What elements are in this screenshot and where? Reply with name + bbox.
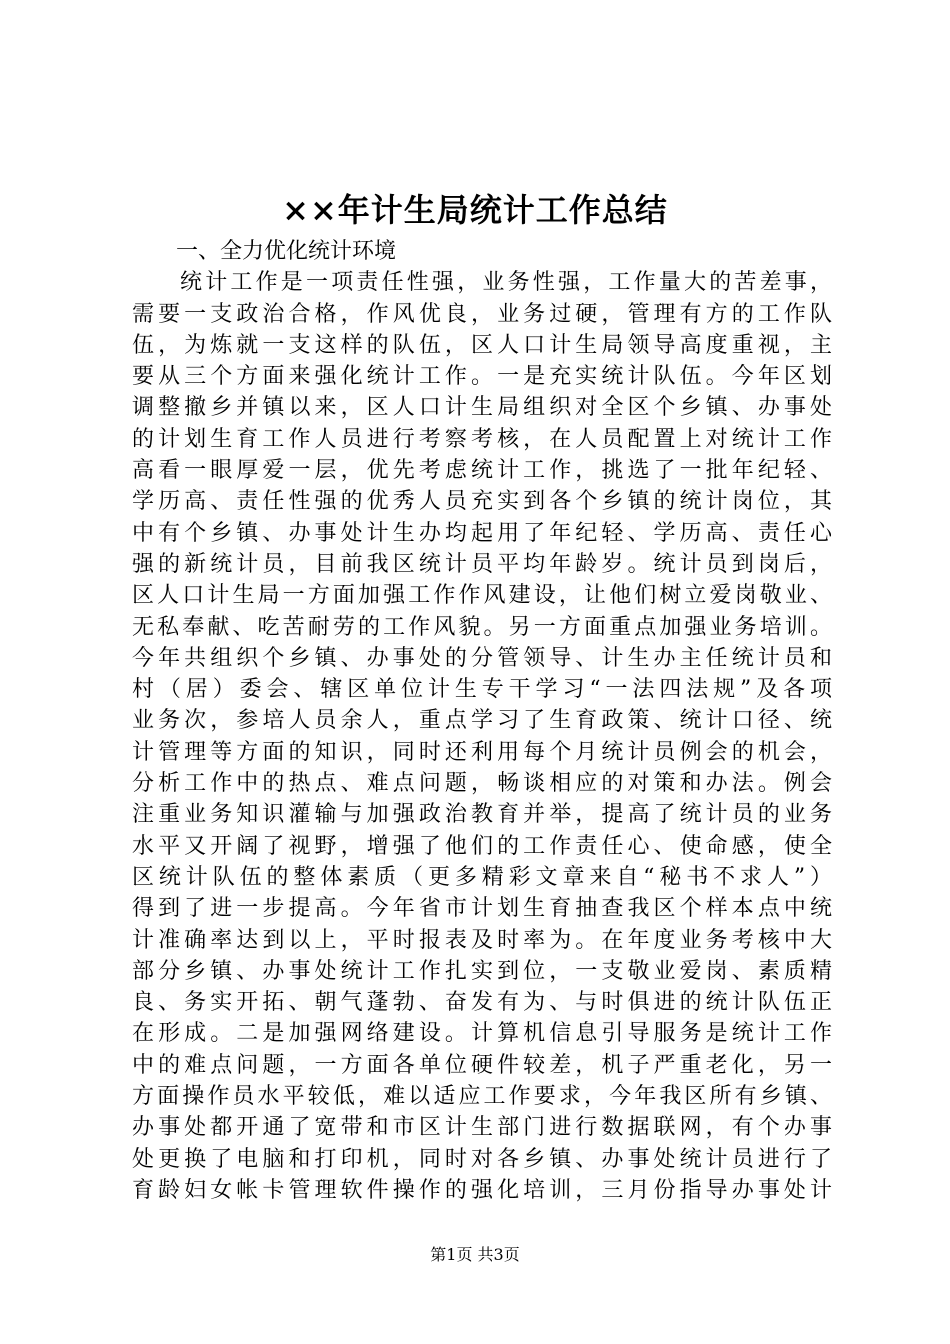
- text-line: 计管理等方面的知识，同时还利用每个月统计员例会的机会，: [132, 739, 832, 765]
- text-line: 部分乡镇、办事处统计工作扎实到位，一支敬业爱岗、素质精: [132, 958, 832, 984]
- text-line: 中有个乡镇、办事处计生办均起用了年纪轻、学历高、责任心: [132, 520, 832, 546]
- text-line: 得到了进一步提高。今年省市计划生育抽查我区个样本点中统: [132, 896, 832, 922]
- text-line: 村（居）委会、辖区单位计生专干学习“一法四法规”及各项: [132, 677, 832, 703]
- page-number-footer: 第1页 共3页: [430, 1245, 520, 1264]
- text-line: 高看一眼厚爱一层，优先考虑统计工作，挑选了一批年纪轻、: [132, 458, 832, 484]
- text-line: 水平又开阔了视野，增强了他们的工作责任心、使命感，使全: [132, 833, 832, 859]
- document-body: [132, 236, 832, 1206]
- text-line: 需要一支政治合格，作风优良，业务过硬，管理有方的工作队: [132, 301, 832, 327]
- text-line: 方面操作员水平较低，难以适应工作要求，今年我区所有乡镇、: [132, 1084, 832, 1110]
- text-line: 育龄妇女帐卡管理软件操作的强化培训，三月份指导办事处计: [132, 1177, 832, 1203]
- text-line: 在形成。二是加强网络建设。计算机信息引导服务是统计工作: [132, 1021, 832, 1047]
- text-line: 良、务实开拓、朝气蓬勃、奋发有为、与时俱进的统计队伍正: [132, 990, 832, 1016]
- text-line: 办事处都开通了宽带和市区计生部门进行数据联网，有个办事: [132, 1115, 832, 1141]
- section-heading: 一、全力优化统计环境: [176, 239, 397, 264]
- text-line: 的计划生育工作人员进行考察考核，在人员配置上对统计工作: [132, 426, 832, 452]
- document-title: ××年计生局统计工作总结: [282, 191, 668, 229]
- text-line: 区人口计生局一方面加强工作作风建设，让他们树立爱岗敬业、: [132, 583, 832, 609]
- text-line: 中的难点问题，一方面各单位硬件较差，机子严重老化，另一: [132, 1052, 832, 1078]
- text-line: 处更换了电脑和打印机，同时对各乡镇、办事处统计员进行了: [132, 1146, 832, 1172]
- text-line: 无私奉献、吃苦耐劳的工作风貌。另一方面重点加强业务培训。: [132, 614, 832, 640]
- text-line: 业务次，参培人员余人，重点学习了生育政策、统计口径、统: [132, 708, 832, 734]
- text-line: 注重业务知识灌输与加强政治教育并举，提高了统计员的业务: [132, 802, 832, 828]
- text-line: 区统计队伍的整体素质（更多精彩文章来自“秘书不求人”）: [132, 864, 832, 890]
- text-line: 统计工作是一项责任性强，业务性强，工作量大的苦差事，: [180, 270, 832, 296]
- text-line: 今年共组织个乡镇、办事处的分管领导、计生办主任统计员和: [132, 645, 832, 671]
- text-line: 计准确率达到以上，平时报表及时率为。在年度业务考核中大: [132, 927, 832, 953]
- text-line: 要从三个方面来强化统计工作。一是充实统计队伍。今年区划: [132, 364, 832, 390]
- text-line: 强的新统计员，目前我区统计员平均年龄岁。统计员到岗后，: [132, 551, 832, 577]
- text-line: 调整撤乡并镇以来，区人口计生局组织对全区个乡镇、办事处: [132, 395, 832, 421]
- text-line: 学历高、责任性强的优秀人员充实到各个乡镇的统计岗位，其: [132, 489, 832, 515]
- text-line: 伍，为炼就一支这样的队伍，区人口计生局领导高度重视，主: [132, 332, 832, 358]
- text-line: 分析工作中的热点、难点问题，畅谈相应的对策和办法。例会: [132, 771, 832, 797]
